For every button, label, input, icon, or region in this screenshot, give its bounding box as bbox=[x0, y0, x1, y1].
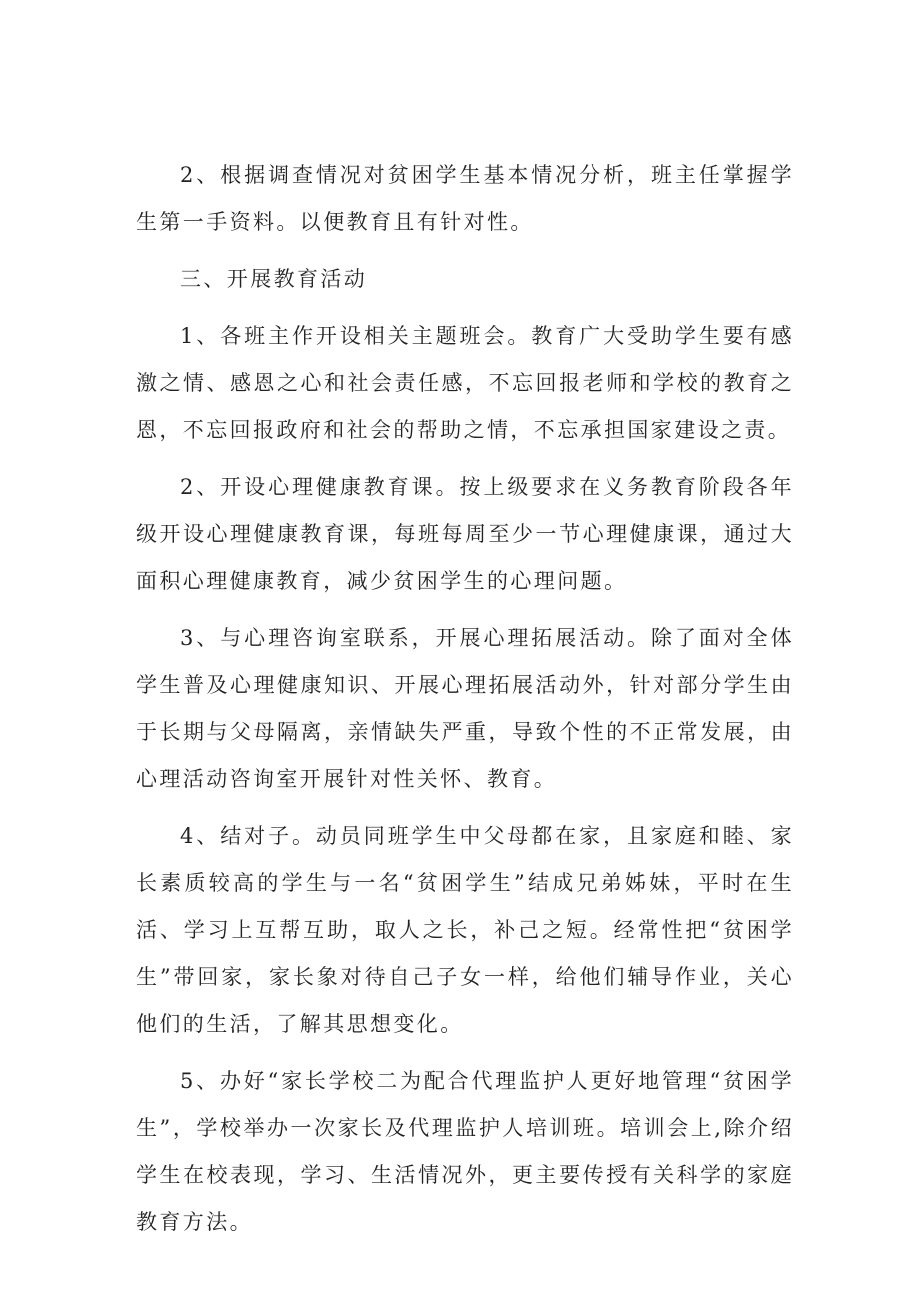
paragraph-item-2-mental-health-course: 2、开设心理健康教育课。按上级要求在义务教育阶段各年级开设心理健康教育课，每班每周至少一节心理健康课，通过大面积心理健康教育，减少贫困学生的心理问题。 bbox=[136, 475, 794, 593]
paragraph-item-2-analysis: 2、根据调查情况对贫困学生基本情况分析，班主任掌握学生第一手资料。以便教育且有针对性。 bbox=[136, 163, 794, 234]
paragraph-item-5-parent-school: 5、办好“家长学校二为配合代理监护人更好地管理“贫困学生”，学校举办一次家长及代理监护人培训班。培训会上,除介绍学生在校表现，学习、生活情况外，更主要传授有关科学的家庭教育方法。 bbox=[136, 1069, 794, 1234]
paragraph-item-4-pairing: 4、结对子。动员同班学生中父母都在家，且家庭和睦、家长素质较高的学生与一名“贫困学生”结成兄弟姊妹，平时在生活、学习上互帮互助，取人之长，补己之短。经常性把“贫困学生”带回家，家长象对待自己子女一样，给他们辅导作业，关心他们的生活，了解其思想变化。 bbox=[136, 824, 794, 1036]
document-body bbox=[136, 152, 794, 1256]
paragraph-item-3-counseling-room: 3、与心理咨询室联系，开展心理拓展活动。除了面对全体学生普及心理健康知识、开展心理拓展活动外，针对部分学生由于长期与父母隔离，亲情缺失严重，导致个性的不正常发展，由心理活动咨询室开展针对性关怀、教育。 bbox=[136, 626, 794, 791]
paragraph-item-1-class-meeting: 1、各班主作开设相关主题班会。教育广大受助学生要有感激之情、感恩之心和社会责任感，不忘回报老师和学校的教育之恩，不忘回报政府和社会的帮助之情，不忘承担国家建设之责。 bbox=[136, 324, 794, 442]
section-heading-education-activities: 三、开展教育活动 bbox=[180, 267, 368, 291]
